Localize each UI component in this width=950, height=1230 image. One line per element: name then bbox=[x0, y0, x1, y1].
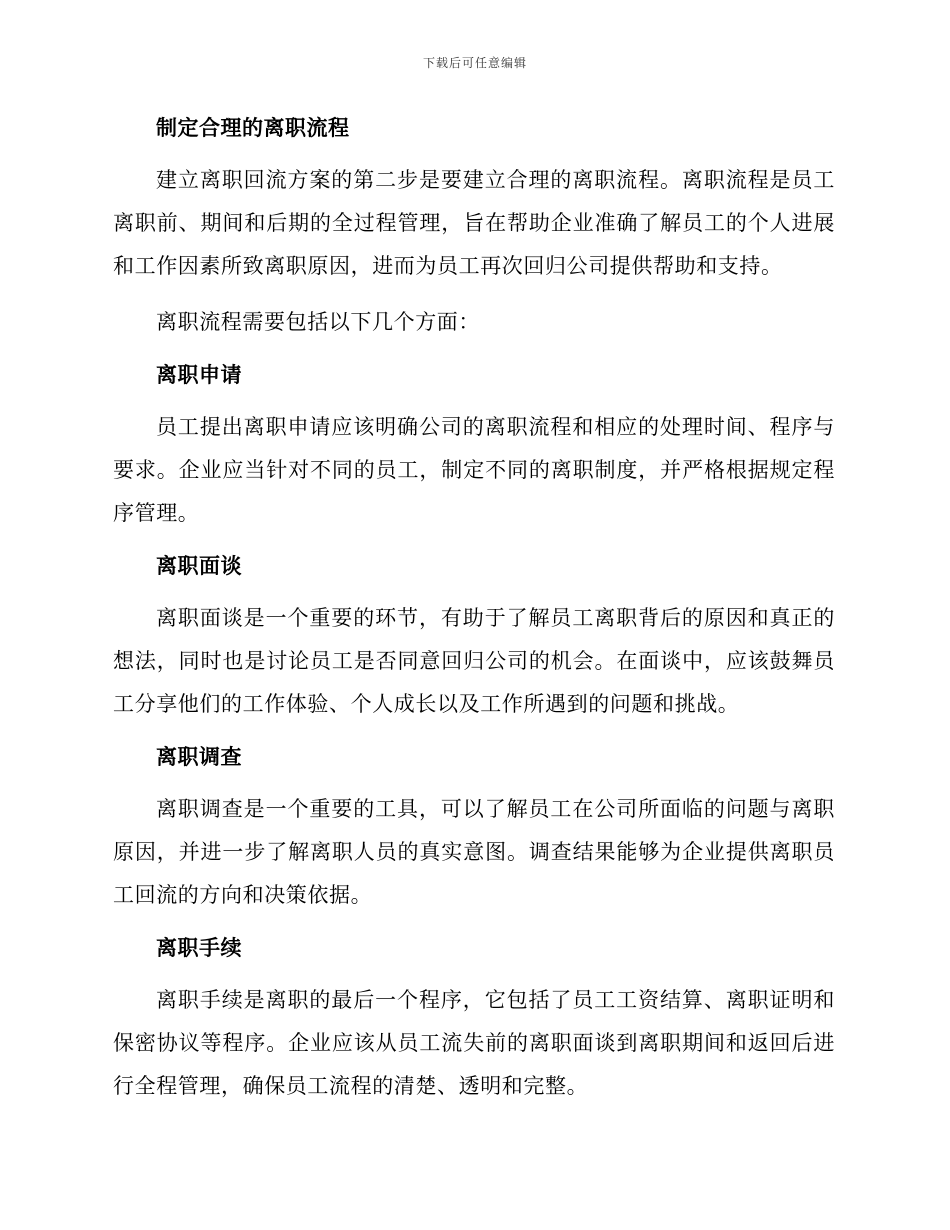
section-heading-exit-formalities: 离职手续 bbox=[156, 936, 242, 960]
section-heading-resignation-application: 离职申请 bbox=[156, 363, 242, 387]
section-heading-exit-interview: 离职面谈 bbox=[156, 554, 242, 578]
document-body bbox=[113, 110, 835, 1108]
paragraph-exit-interview: 离职面谈是一个重要的环节，有助于了解员工离职背后的原因和真正的想法，同时也是讨论员工是否同意回归公司的机会。在面谈中，应该鼓舞员工分享他们的工作体验、个人成长以及工作所遇到的问题和挑战。 bbox=[113, 606, 835, 716]
paragraph-resignation-application: 员工提出离职申请应该明确公司的离职流程和相应的处理时间、程序与要求。企业应当针对不同的员工，制定不同的离职制度，并严格根据规定程序管理。 bbox=[113, 415, 835, 525]
section-heading-exit-survey: 离职调查 bbox=[156, 745, 242, 769]
section-heading-exit-process: 制定合理的离职流程 bbox=[156, 116, 350, 140]
page-header-note: 下载后可任意编辑 bbox=[422, 56, 527, 70]
paragraph-exit-formalities: 离职手续是离职的最后一个程序，它包括了员工工资结算、离职证明和保密协议等程序。企业应该从员工流失前的离职面谈到离职期间和返回后进行全程管理，确保员工流程的清楚、透明和完整。 bbox=[113, 988, 835, 1098]
paragraph-exit-survey: 离职调查是一个重要的工具，可以了解员工在公司所面临的问题与离职原因，并进一步了解离职人员的真实意图。调查结果能够为企业提供离职员工回流的方向和决策依据。 bbox=[113, 797, 835, 907]
paragraph-exit-process-intro: 建立离职回流方案的第二步是要建立合理的离职流程。离职流程是员工离职前、期间和后期的全过程管理，旨在帮助企业准确了解员工的个人进展和工作因素所致离职原因，进而为员工再次回归公司提供帮助和支持。 bbox=[113, 168, 835, 278]
paragraph-exit-process-aspects: 离职流程需要包括以下几个方面： bbox=[156, 310, 480, 334]
